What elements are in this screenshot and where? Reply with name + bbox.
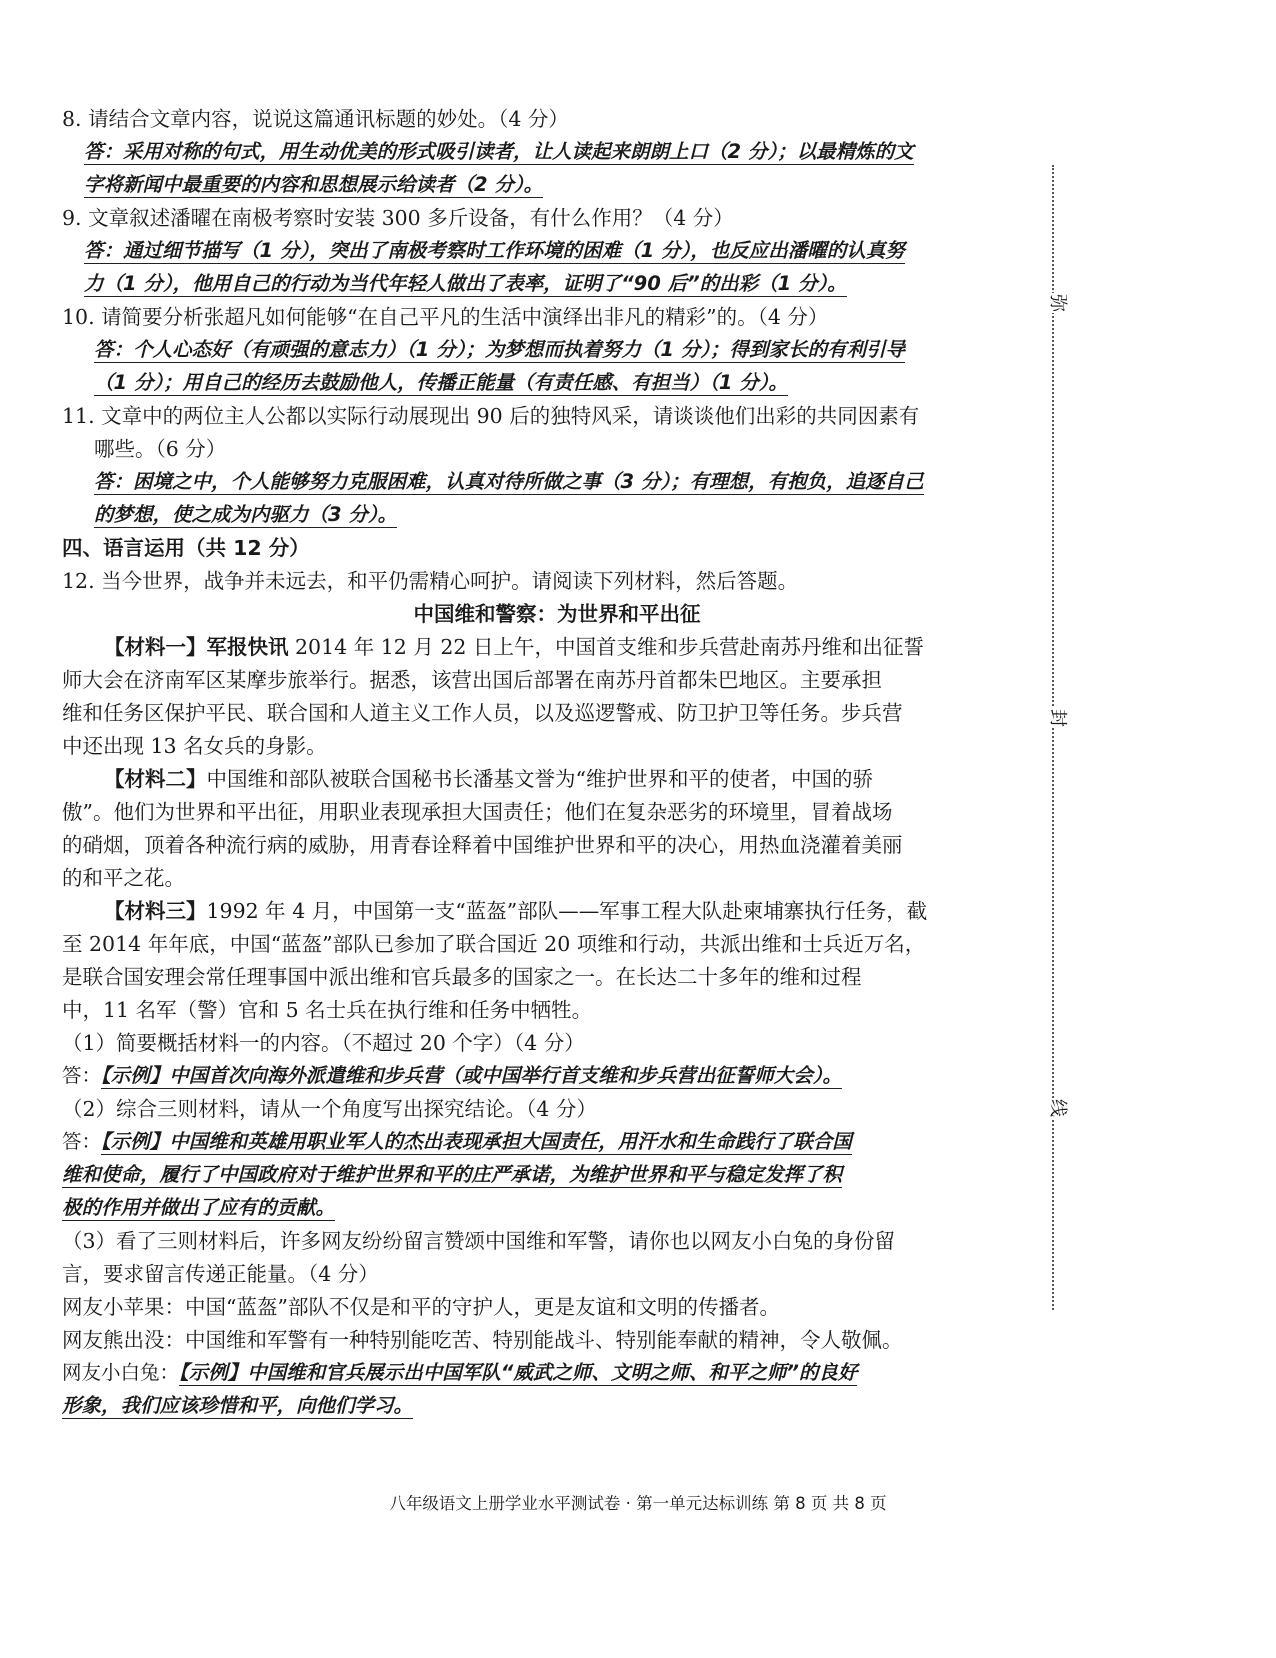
material-3-line-3: 是联合国安理会常任理事国中派出维和官兵最多的国家之一。在长达二十多年的维和过程 — [62, 965, 862, 989]
material-3-line-2: 至 2014 年年底，中国“蓝盔”部队已参加了联合国近 20 项维和行动，共派出维和士兵近万名， — [62, 932, 926, 956]
seal-char-mi: 弥 — [1046, 293, 1072, 313]
question-8-answer-line-1: 答：采用对称的句式，用生动优美的形式吸引读者，让人读起来朗朗上口（2 分）；以最精炼的文 — [84, 140, 914, 163]
question-9-answer-line-1: 答：通过细节描写（1 分），突出了南极考察时工作环境的困难（1 分），也反应出潘曜的认真努 — [84, 239, 905, 262]
sub-question-2-answer-line-1: 答：【示例】中国维和英雄用职业军人的杰出表现承担大国责任，用汗水和生命践行了联合国 — [62, 1130, 852, 1153]
question-8-prompt: 8. 请结合文章内容，说说这篇通讯标题的妙处。（4 分） — [62, 107, 569, 131]
material-2-line-4: 的和平之花。 — [62, 866, 185, 890]
question-9-answer-line-2: 力（1 分），他用自己的行动为当代年轻人做出了表率，证明了“90 后”的出彩（1 分）。 — [84, 272, 847, 295]
section-4-heading: 四、语言运用（共 12 分） — [62, 536, 310, 560]
material-2-line-2: 傲”。他们为世界和平出征，用职业表现承担大国责任；他们在复杂恶劣的环境里，冒着战场 — [62, 800, 893, 824]
question-10-answer-line-2: （1 分）；用自己的经历去鼓励他人，传播正能量（有责任感、有担当）（1 分）。 — [94, 371, 788, 394]
question-8-answer-line-2: 字将新闻中最重要的内容和思想展示给读者（2 分）。 — [84, 173, 544, 196]
sub-question-2-answer-line-3: 极的作用并做出了应有的贡献。 — [62, 1196, 336, 1219]
material-1-line-3: 维和任务区保护平民、联合国和人道主义工作人员，以及巡逻警戒、防卫护卫等任务。步兵营 — [62, 701, 903, 725]
sub-question-1-prompt: （1）简要概括材料一的内容。（不超过 20 个字）（4 分） — [62, 1031, 585, 1055]
seal-char-xian: 线 — [1046, 1098, 1072, 1118]
netizen-rabbit-answer-line-2: 形象，我们应该珍惜和平，向他们学习。 — [62, 1394, 414, 1417]
question-10-prompt: 10. 请简要分析张超凡如何能够“在自己平凡的生活中演绎出非凡的精彩”的。（4 分） — [62, 305, 829, 329]
seal-char-feng: 封 — [1046, 708, 1072, 728]
material-3-line-4: 中，11 名军（警）官和 5 名士兵在执行维和任务中牺牲。 — [62, 998, 593, 1022]
question-11-answer-line-2: 的梦想，使之成为内驱力（3 分）。 — [94, 503, 398, 526]
question-10-answer-line-1: 答：个人心态好（有顽强的意志力）（1 分）；为梦想而执着努力（1 分）；得到家长的有利引导 — [94, 338, 905, 361]
question-9-prompt: 9. 文章叙述潘曜在南极考察时安装 300 多斤设备，有什么作用？（4 分） — [62, 206, 734, 230]
sub-question-2-answer-line-2: 维和使命，履行了中国政府对于维护世界和平的庄严承诺，为维护世界和平与稳定发挥了积 — [62, 1163, 843, 1186]
reading-title: 中国维和警察：为世界和平出征 — [413, 602, 701, 626]
material-1-label: 【材料一】军报快讯 — [104, 635, 289, 659]
sub-question-3-prompt-line-2: 言，要求留言传递正能量。（4 分） — [62, 1262, 379, 1286]
question-12-intro: 12. 当今世界，战争并未远去，和平仍需精心呵护。请阅读下列材料，然后答题。 — [62, 569, 799, 593]
question-11-answer-line-1: 答：困境之中，个人能够努力克服困难，认真对待所做之事（3 分）；有理想，有抱负，追逐自己 — [94, 470, 924, 493]
material-1-line-4: 中还出现 13 名女兵的身影。 — [62, 734, 327, 758]
material-2-line-3: 的硝烟，顶着各种流行病的威胁，用青春诠释着中国维护世界和平的决心，用热血浇灌着美丽 — [62, 833, 903, 857]
page-footer: 八年级语文上册学业水平测试卷 · 第一单元达标训练 第 8 页 共 8 页 — [389, 1494, 887, 1513]
material-2-line-1: 【材料二】中国维和部队被联合国秘书长潘基文誉为“维护世界和平的使者，中国的骄 — [104, 767, 873, 791]
material-3-label: 【材料三】 — [104, 899, 207, 923]
netizen-bear-comment: 网友熊出没：中国维和军警有一种特别能吃苦、特别能战斗、特别能奉献的精神，令人敬佩。 — [62, 1328, 903, 1352]
netizen-apple-comment: 网友小苹果：中国“蓝盔”部队不仅是和平的守护人，更是友谊和文明的传播者。 — [62, 1295, 780, 1319]
sub-question-3-prompt-line-1: （3）看了三则材料后，许多网友纷纷留言赞颂中国维和军警，请你也以网友小白兔的身份留 — [62, 1229, 896, 1253]
seal-line — [1052, 165, 1055, 1310]
material-2-label: 【材料二】 — [104, 767, 207, 791]
sub-question-2-prompt: （2）综合三则材料，请从一个角度写出探究结论。（4 分） — [62, 1097, 597, 1121]
material-3-line-1: 【材料三】1992 年 4 月，中国第一支“蓝盔”部队——军事工程大队赴柬埔寨执行任务，截 — [104, 899, 928, 923]
netizen-rabbit-answer-line-1: 网友小白兔：【示例】中国维和官兵展示出中国军队“威武之师、文明之师、和平之师”的良好 — [62, 1361, 858, 1384]
material-1-line-2: 师大会在济南军区某摩步旅举行。据悉，该营出国后部署在南苏丹首都朱巴地区。主要承担 — [62, 668, 882, 692]
sub-question-1-answer: 答：【示例】中国首次向海外派遣维和步兵营（或中国举行首支维和步兵营出征誓师大会）。 — [62, 1064, 843, 1087]
question-11-prompt-line-1: 11. 文章中的两位主人公都以实际行动展现出 90 后的独特风采，请谈谈他们出彩的共同因素有 — [62, 404, 920, 428]
material-1-line-1: 【材料一】军报快讯 2014 年 12 月 22 日上午，中国首支维和步兵营赴南苏丹维和出征誓 — [104, 635, 924, 659]
exam-page — [62, 103, 1052, 1423]
question-11-prompt-line-2: 哪些。（6 分） — [94, 437, 227, 461]
